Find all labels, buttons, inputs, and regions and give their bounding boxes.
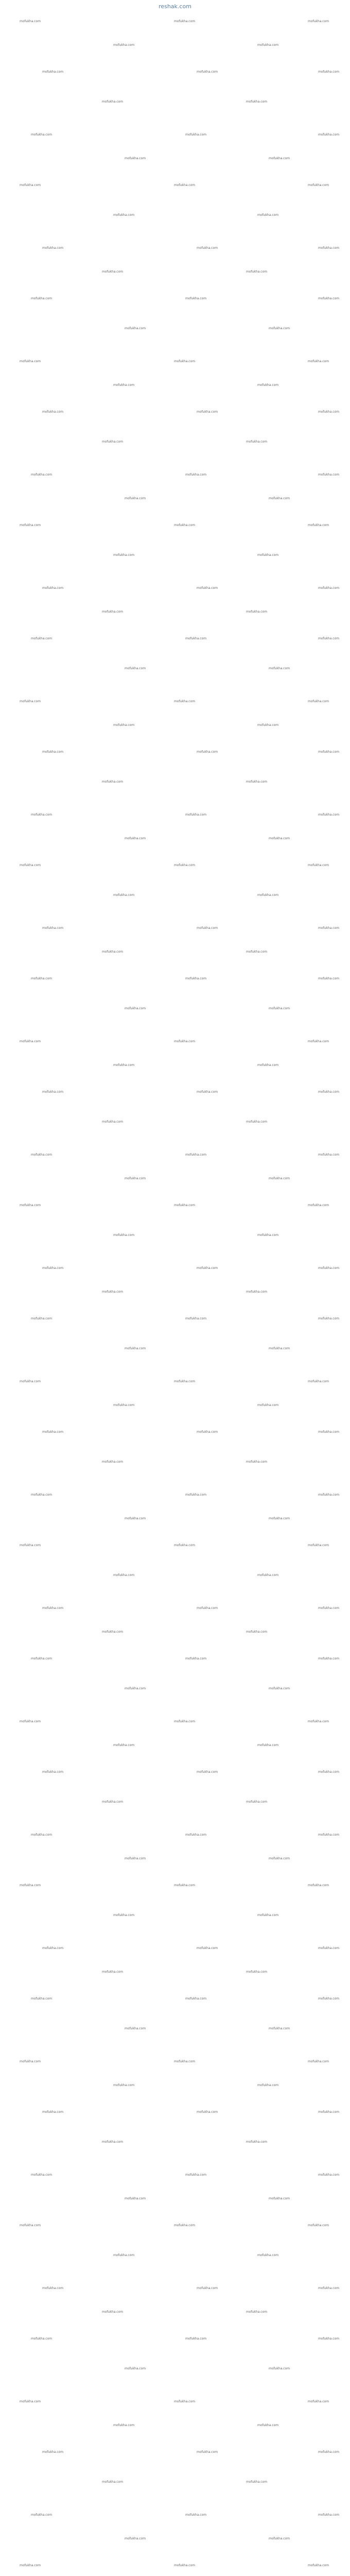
watermark-text: mofukha.com — [31, 133, 52, 137]
watermark-text: mofukha.com — [197, 410, 218, 414]
watermark-text: mofukha.com — [318, 1317, 340, 1320]
watermark-text: mofukha.com — [197, 926, 218, 930]
watermark-text: mofukha.com — [113, 2083, 135, 2087]
watermark-text: mofukha.com — [31, 2513, 52, 2517]
watermark-text: mofukha.com — [308, 1040, 329, 1043]
watermark-text: mofukha.com — [113, 43, 135, 47]
watermark-text: mofukha.com — [102, 2480, 124, 2484]
watermark-text: mofukha.com — [125, 497, 146, 500]
watermark-text: mofukha.com — [113, 1233, 135, 1237]
watermark-text: mofukha.com — [318, 70, 340, 74]
watermark-text: mofukha.com — [246, 1460, 268, 1464]
watermark-text: mofukha.com — [174, 1884, 196, 1887]
watermark-text: mofukha.com — [318, 1997, 340, 2001]
watermark-layer — [4, 12, 346, 2576]
watermark-text: mofukha.com — [185, 133, 207, 137]
watermark-text: mofukha.com — [125, 1517, 146, 1520]
watermark-text: mofukha.com — [20, 2060, 41, 2063]
watermark-text: mofukha.com — [113, 1743, 135, 1747]
watermark-text: mofukha.com — [257, 2083, 279, 2087]
watermark-text: mofukha.com — [308, 183, 329, 187]
watermark-text: mofukha.com — [185, 1833, 207, 1837]
watermark-text: mofukha.com — [308, 1544, 329, 1547]
watermark-text: mofukha.com — [197, 586, 218, 590]
watermark-text: mofukha.com — [197, 246, 218, 250]
watermark-text: mofukha.com — [185, 2337, 207, 2341]
watermark-text: mofukha.com — [246, 270, 268, 274]
watermark-text: mofukha.com — [185, 473, 207, 477]
watermark-text: mofukha.com — [269, 2367, 290, 2370]
watermark-text: mofukha.com — [308, 1204, 329, 1207]
watermark-text: mofukha.com — [246, 1970, 268, 1974]
watermark-text: mofukha.com — [257, 893, 279, 897]
watermark-text: mofukha.com — [308, 360, 329, 363]
watermark-text: mofukha.com — [308, 20, 329, 23]
watermark-text: mofukha.com — [246, 1290, 268, 1294]
watermark-text: mofukha.com — [42, 1770, 64, 1774]
watermark-text: mofukha.com — [174, 523, 196, 527]
watermark-text: mofukha.com — [308, 2060, 329, 2063]
watermark-text: mofukha.com — [42, 1946, 64, 1950]
watermark-text: mofukha.com — [318, 2337, 340, 2341]
watermark-text: mofukha.com — [102, 270, 124, 274]
watermark-text: mofukha.com — [20, 700, 41, 703]
watermark-text: mofukha.com — [102, 440, 124, 444]
watermark-text: mofukha.com — [318, 1153, 340, 1157]
watermark-text: mofukha.com — [125, 1007, 146, 1010]
watermark-text: mofukha.com — [246, 1630, 268, 1634]
watermark-text: mofukha.com — [269, 1177, 290, 1180]
watermark-text: mofukha.com — [113, 2424, 135, 2427]
watermark-text: mofukha.com — [185, 1657, 207, 1660]
watermark-text: mofukha.com — [197, 1770, 218, 1774]
watermark-text: mofukha.com — [318, 1090, 340, 1094]
watermark-text: mofukha.com — [257, 383, 279, 387]
watermark-text: mofukha.com — [318, 750, 340, 754]
watermark-text: mofukha.com — [174, 1544, 196, 1547]
watermark-text: mofukha.com — [269, 1687, 290, 1690]
watermark-text: mofukha.com — [318, 2513, 340, 2517]
watermark-text: mofukha.com — [102, 610, 124, 614]
watermark-text: mofukha.com — [246, 1800, 268, 1804]
watermark-text: mofukha.com — [174, 2564, 196, 2567]
watermark-text: mofukha.com — [113, 723, 135, 727]
watermark-text: mofukha.com — [197, 750, 218, 754]
watermark-text: mofukha.com — [246, 440, 268, 444]
watermark-text: mofukha.com — [20, 20, 41, 23]
watermark-text: mofukha.com — [125, 2027, 146, 2030]
watermark-text: mofukha.com — [20, 1884, 41, 1887]
watermark-text: mofukha.com — [185, 297, 207, 300]
watermark-text: mofukha.com — [269, 2027, 290, 2030]
watermark-text: mofukha.com — [102, 2140, 124, 2144]
watermark-text: mofukha.com — [185, 977, 207, 980]
watermark-text: mofukha.com — [318, 1833, 340, 1837]
watermark-text: mofukha.com — [318, 2286, 340, 2290]
watermark-text: mofukha.com — [174, 1204, 196, 1207]
watermark-text: mofukha.com — [185, 1153, 207, 1157]
watermark-text: mofukha.com — [318, 2173, 340, 2177]
watermark-text: mofukha.com — [185, 813, 207, 817]
watermark-text: mofukha.com — [174, 1040, 196, 1043]
watermark-text: mofukha.com — [125, 1857, 146, 1860]
watermark-text: mofukha.com — [269, 2197, 290, 2200]
watermark-text: mofukha.com — [246, 2480, 268, 2484]
watermark-text: mofukha.com — [31, 637, 52, 640]
watermark-text: mofukha.com — [20, 1380, 41, 1383]
watermark-text: mofukha.com — [42, 2450, 64, 2454]
watermark-text: mofukha.com — [269, 1517, 290, 1520]
watermark-text: mofukha.com — [308, 863, 329, 867]
watermark-text: mofukha.com — [318, 2450, 340, 2454]
watermark-text: mofukha.com — [197, 70, 218, 74]
watermark-text: mofukha.com — [174, 360, 196, 363]
watermark-text: mofukha.com — [42, 2110, 64, 2114]
watermark-text: mofukha.com — [20, 183, 41, 187]
watermark-text: mofukha.com — [174, 183, 196, 187]
watermark-text: mofukha.com — [246, 950, 268, 954]
watermark-text: mofukha.com — [42, 410, 64, 414]
watermark-text: mofukha.com — [125, 157, 146, 160]
watermark-text: mofukha.com — [31, 1493, 52, 1497]
watermark-text: mofukha.com — [42, 246, 64, 250]
watermark-text: mofukha.com — [246, 2310, 268, 2314]
watermark-text: mofukha.com — [318, 1266, 340, 1270]
watermark-text: mofukha.com — [20, 2564, 41, 2567]
watermark-text: mofukha.com — [102, 950, 124, 954]
watermark-text: mofukha.com — [318, 586, 340, 590]
watermark-text: mofukha.com — [308, 1720, 329, 1723]
watermark-text: mofukha.com — [174, 2400, 196, 2403]
watermark-text: mofukha.com — [197, 1266, 218, 1270]
watermark-text: mofukha.com — [31, 1153, 52, 1157]
watermark-text: mofukha.com — [257, 1913, 279, 1917]
watermark-text: mofukha.com — [318, 473, 340, 477]
watermark-text: mofukha.com — [174, 20, 196, 23]
watermark-text: mofukha.com — [31, 1833, 52, 1837]
watermark-text: mofukha.com — [318, 1770, 340, 1774]
watermark-text: mofukha.com — [102, 1460, 124, 1464]
watermark-text: mofukha.com — [257, 553, 279, 557]
watermark-text: mofukha.com — [308, 2224, 329, 2227]
watermark-text: mofukha.com — [102, 2310, 124, 2314]
watermark-text: mofukha.com — [31, 473, 52, 477]
watermark-text: mofukha.com — [42, 1266, 64, 1270]
watermark-text: mofukha.com — [257, 723, 279, 727]
watermark-text: mofukha.com — [197, 1946, 218, 1950]
watermark-text: mofukha.com — [269, 1007, 290, 1010]
watermark-text: mofukha.com — [42, 2286, 64, 2290]
watermark-text: mofukha.com — [308, 523, 329, 527]
watermark-text: mofukha.com — [185, 1493, 207, 1497]
watermark-text: mofukha.com — [125, 2197, 146, 2200]
watermark-text: mofukha.com — [31, 2337, 52, 2341]
watermark-text: mofukha.com — [125, 327, 146, 330]
watermark-text: mofukha.com — [318, 2110, 340, 2114]
watermark-text: mofukha.com — [20, 1040, 41, 1043]
watermark-text: mofukha.com — [318, 1657, 340, 1660]
watermark-text: mofukha.com — [20, 863, 41, 867]
watermark-text: mofukha.com — [31, 977, 52, 980]
watermark-text: mofukha.com — [318, 977, 340, 980]
watermark-text: mofukha.com — [308, 1380, 329, 1383]
watermark-text: mofukha.com — [102, 1800, 124, 1804]
watermark-text: mofukha.com — [42, 586, 64, 590]
watermark-text: mofukha.com — [197, 1090, 218, 1094]
watermark-text: mofukha.com — [174, 863, 196, 867]
watermark-text: mofukha.com — [42, 1090, 64, 1094]
watermark-text: mofukha.com — [308, 1884, 329, 1887]
watermark-text: mofukha.com — [31, 1657, 52, 1660]
watermark-text: mofukha.com — [102, 1290, 124, 1294]
site-title[interactable]: reshak.com — [159, 3, 191, 10]
watermark-text: mofukha.com — [125, 1687, 146, 1690]
watermark-text: mofukha.com — [269, 327, 290, 330]
watermark-text: mofukha.com — [257, 1233, 279, 1237]
watermark-text: mofukha.com — [308, 2400, 329, 2403]
watermark-text: mofukha.com — [20, 2224, 41, 2227]
watermark-text: mofukha.com — [42, 1430, 64, 1434]
watermark-text: mofukha.com — [31, 2173, 52, 2177]
watermark-text: mofukha.com — [197, 2110, 218, 2114]
watermark-text: mofukha.com — [113, 1913, 135, 1917]
watermark-text: mofukha.com — [20, 360, 41, 363]
watermark-text: mofukha.com — [185, 1317, 207, 1320]
watermark-text: mofukha.com — [257, 43, 279, 47]
watermark-text: mofukha.com — [174, 2224, 196, 2227]
watermark-text: mofukha.com — [102, 1630, 124, 1634]
watermark-text: mofukha.com — [174, 1380, 196, 1383]
watermark-text: mofukha.com — [125, 667, 146, 670]
watermark-text: mofukha.com — [113, 383, 135, 387]
watermark-text: mofukha.com — [31, 1997, 52, 2001]
watermark-text: mofukha.com — [246, 100, 268, 104]
watermark-text: mofukha.com — [257, 2253, 279, 2257]
watermark-text: mofukha.com — [257, 1403, 279, 1407]
watermark-text: mofukha.com — [42, 750, 64, 754]
watermark-text: mofukha.com — [318, 1946, 340, 1950]
watermark-text: mofukha.com — [318, 133, 340, 137]
watermark-text: mofukha.com — [246, 610, 268, 614]
watermark-text: mofukha.com — [197, 2450, 218, 2454]
watermark-text: mofukha.com — [257, 1573, 279, 1577]
watermark-text: mofukha.com — [113, 1573, 135, 1577]
watermark-text: mofukha.com — [113, 1403, 135, 1407]
watermark-text: mofukha.com — [113, 213, 135, 217]
watermark-text: mofukha.com — [20, 2400, 41, 2403]
watermark-text: mofukha.com — [185, 637, 207, 640]
watermark-text: mofukha.com — [174, 2060, 196, 2063]
watermark-text: mofukha.com — [31, 1317, 52, 1320]
watermark-text: mofukha.com — [125, 2367, 146, 2370]
watermark-text: mofukha.com — [318, 1430, 340, 1434]
watermark-text: mofukha.com — [269, 2537, 290, 2540]
watermark-text: mofukha.com — [102, 1970, 124, 1974]
watermark-text: mofukha.com — [102, 780, 124, 784]
watermark-text: mofukha.com — [318, 637, 340, 640]
watermark-text: mofukha.com — [246, 1120, 268, 1124]
watermark-text: mofukha.com — [197, 1430, 218, 1434]
watermark-text: mofukha.com — [318, 1493, 340, 1497]
watermark-text: mofukha.com — [125, 837, 146, 840]
watermark-text: mofukha.com — [102, 100, 124, 104]
watermark-text: mofukha.com — [125, 1347, 146, 1350]
watermark-text: mofukha.com — [113, 2253, 135, 2257]
watermark-text: mofukha.com — [318, 1606, 340, 1610]
watermark-text: mofukha.com — [197, 2286, 218, 2290]
watermark-text: mofukha.com — [257, 213, 279, 217]
watermark-text: mofukha.com — [246, 780, 268, 784]
watermark-text: mofukha.com — [20, 1544, 41, 1547]
watermark-text: mofukha.com — [269, 497, 290, 500]
watermark-text: mofukha.com — [42, 926, 64, 930]
watermark-text: mofukha.com — [318, 813, 340, 817]
watermark-text: mofukha.com — [42, 70, 64, 74]
watermark-text: mofukha.com — [257, 2424, 279, 2427]
watermark-text: mofukha.com — [318, 297, 340, 300]
watermark-text: mofukha.com — [102, 1120, 124, 1124]
watermark-text: mofukha.com — [20, 1720, 41, 1723]
watermark-text: mofukha.com — [257, 1743, 279, 1747]
watermark-text: mofukha.com — [257, 1063, 279, 1067]
watermark-text: mofukha.com — [318, 410, 340, 414]
watermark-text: mofukha.com — [318, 246, 340, 250]
watermark-text: mofukha.com — [185, 2513, 207, 2517]
watermark-text: mofukha.com — [197, 1606, 218, 1610]
watermark-text: mofukha.com — [125, 2537, 146, 2540]
watermark-text: mofukha.com — [174, 700, 196, 703]
watermark-text: mofukha.com — [125, 1177, 146, 1180]
watermark-text: mofukha.com — [318, 926, 340, 930]
watermark-text: mofukha.com — [42, 1606, 64, 1610]
watermark-text: mofukha.com — [269, 667, 290, 670]
watermark-text: mofukha.com — [269, 1857, 290, 1860]
watermark-text: mofukha.com — [308, 700, 329, 703]
watermark-text: mofukha.com — [269, 837, 290, 840]
watermark-text: mofukha.com — [174, 1720, 196, 1723]
watermark-text: mofukha.com — [246, 2140, 268, 2144]
watermark-text: mofukha.com — [113, 553, 135, 557]
watermark-text: mofukha.com — [185, 1997, 207, 2001]
watermark-text: mofukha.com — [269, 1347, 290, 1350]
watermark-text: mofukha.com — [269, 157, 290, 160]
watermark-text: mofukha.com — [113, 1063, 135, 1067]
watermark-text: mofukha.com — [20, 523, 41, 527]
watermark-text: mofukha.com — [113, 893, 135, 897]
watermark-text: mofukha.com — [31, 813, 52, 817]
watermark-text: mofukha.com — [308, 2564, 329, 2567]
watermark-text: mofukha.com — [31, 297, 52, 300]
watermark-text: mofukha.com — [185, 2173, 207, 2177]
watermark-text: mofukha.com — [20, 1204, 41, 1207]
